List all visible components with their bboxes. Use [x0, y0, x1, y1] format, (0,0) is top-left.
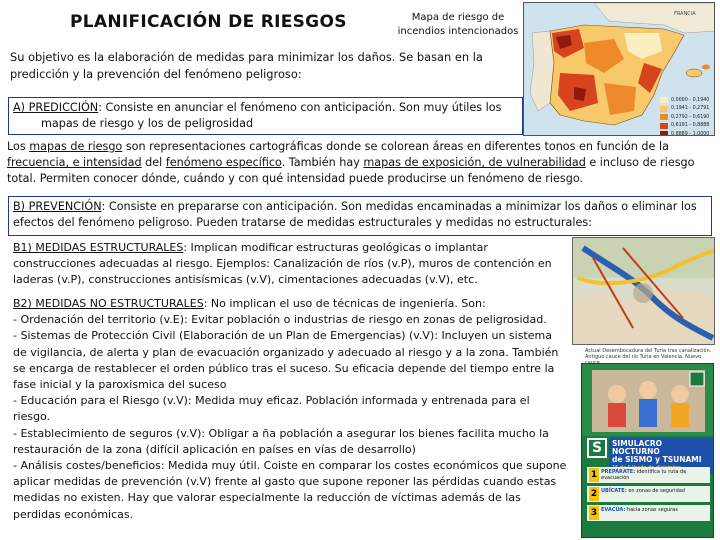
list-item: - Análisis costes/beneficios: Medida muy útil. Coiste en comparar los costes económicos que supone aplicar medidas de prevención (v.V) frente al gasto que supone reponer las pérdidas cuando estas medidas no existen. Hay que valorar especialmente la reducción de víctimas además de las perdidas económicas. — [13, 459, 567, 521]
legend-entry — [660, 130, 714, 136]
prediccion-line1 — [13, 100, 518, 116]
estructurales-paragraph — [13, 240, 568, 289]
no-estructurales-intro — [13, 296, 568, 312]
map-subtitle: Mapa de riesgo de incendios intencionados — [397, 12, 519, 37]
mapas-text: . También hay — [281, 156, 364, 169]
poster-step — [587, 505, 710, 521]
mapas-text: son representaciones cartográficas donde se colorean áreas en diferentes tonos en función de la — [122, 140, 669, 153]
prediccion-line2: mapas de riesgo y los de peligrosidad — [41, 117, 254, 130]
prevencion-text: : Consiste en prepararse con anticipación. Son medidas encaminadas a minimizar los daños o eliminar los efectos del fenómeno peligroso. Pueden tratarse de medidas estructurales y medidas no estructurales: — [13, 200, 697, 229]
legend-entry — [660, 113, 714, 122]
mapas-text: e incluso de riesgo total. Permiten conocer dónde, cuándo y con qué intensidad puede producirse un fenómeno de riesgo. — [7, 156, 695, 185]
mapas-paragraph — [7, 139, 713, 187]
legend-label: 0,8889 - 1,0000 — [671, 131, 710, 136]
poster-logo: S — [587, 438, 607, 458]
poster-step-text: hacia zonas seguras — [626, 507, 678, 513]
legend-entry — [660, 105, 714, 114]
legend-label: 0,1941 - 0,2791 — [671, 106, 710, 112]
estructurales-text: : Implican modificar estructuras geológicas o implantar construcciones adecuadas al riesgo. Ejemplos: Canalización de ríos (v.P), muros de contención en laderas (v.P), construcciones antisísmicas (v.V), cimentaciones adecuadas (v.V), etc. — [13, 241, 552, 287]
list-item: - Ordenación del territorio (v.E): Evitar población o industrias de riesgo en zonas de peligrosidad. — [13, 313, 547, 327]
poster-step-label: EVACÚA: — [601, 507, 626, 513]
prediccion-text: : Consiste en anunciar el fenómeno con anticipación. Son muy útiles los — [98, 101, 502, 114]
mapas-text: Los — [7, 140, 30, 153]
poster-step-text: identifica tu ruta de evacuación — [601, 469, 687, 481]
poster-step-number: 3 — [590, 508, 598, 518]
poster-title-line: SIMULACRO NOCTURNO — [612, 439, 662, 456]
legend-label: 0,2792 - 0,6190 — [671, 114, 710, 120]
poster-step-label: UBÍCATE: — [601, 488, 627, 494]
list-item: - Establecimiento de seguros (v.V): Obligar a ña población a asegurar los bienes facilita mucho la restauración de la zona (difícil aplicación en países en vías de desarrollo) — [13, 426, 549, 456]
simulacro-poster — [581, 363, 714, 538]
legend-entry — [660, 122, 714, 131]
mapas-text: del — [141, 156, 166, 169]
mapas-term: mapas de exposición, de vulnerabilidad — [363, 156, 586, 169]
prevencion-heading: B) PREVENCIÓN — [13, 200, 102, 213]
poster-title-line: de SISMO y TSUNAMI — [612, 455, 702, 464]
poster-step-number: 1 — [590, 470, 598, 480]
no-estructurales-text: : No implican el uso de técnicas de ingeniería. Son: — [203, 297, 486, 310]
poster-step — [587, 486, 710, 502]
poster-step-label: PREPÁRATE: — [601, 469, 636, 475]
list-item: - Sistemas de Protección Civil (Elaboración de un Plan de Emergencias) (v.V): Incluyen un sistema de vigilancia, de alerta y plan de evacuación organizado y adecuado al riesgo y a la zona. También se encarga de restablecer el orden público tras el suceso. Su eficacia depende del tiempo entre la fase inicial y la paroxismica del suceso — [13, 329, 559, 392]
estructurales-heading: B1) MEDIDAS ESTRUCTURALES — [13, 241, 184, 254]
intro-paragraph: Su objetivo es la elaboración de medidas para minimizar los daños. Se basan en la predicción y la prevención del fenómeno peligroso: — [10, 50, 483, 81]
poster-step-text: en zonas de seguridad — [628, 488, 685, 494]
map-label-francia: FRANCIA — [674, 11, 696, 17]
no-estructurales-heading: B2) MEDIDAS NO ESTRUCTURALES — [13, 297, 204, 310]
legend-swatch — [660, 106, 668, 112]
legend-swatch — [660, 131, 668, 136]
prediccion-heading: A) PREDICCIÓN — [13, 101, 99, 114]
legend-label: 0,6191 - 0,8888 — [671, 123, 710, 129]
poster-step — [587, 467, 710, 483]
risk-map-image — [523, 2, 715, 136]
river-channel-image — [572, 237, 715, 345]
map-legend — [660, 96, 714, 136]
no-estructurales-section — [13, 296, 568, 523]
legend-entry — [660, 96, 714, 105]
list-item: - Educación para el Riesgo (v.V): Medida muy eficaz. Población informada y entrenada para el riesgo. — [13, 394, 530, 424]
page-title: PLANIFICACIÓN DE RIESGOS — [70, 12, 347, 32]
poster-step-number: 2 — [590, 489, 598, 499]
river-image-caption: Actual Desembocadura del Turia tras canalización. Antiguo cauce del río Turia en Valencia. Nuevo — [585, 348, 712, 360]
prevencion-box — [8, 196, 712, 236]
mapas-term: frecuencia, e intensidad — [7, 156, 142, 169]
mapas-term: mapas de riesgo — [29, 140, 123, 153]
legend-swatch — [660, 123, 668, 129]
river-channel-graphic — [573, 238, 715, 345]
poster-illustration — [582, 364, 714, 436]
legend-swatch — [660, 97, 668, 103]
legend-label: 0,0000 - 0,1940 — [671, 97, 710, 103]
legend-swatch — [660, 114, 668, 120]
mapas-term: fenómeno específico — [165, 156, 282, 169]
prediccion-box — [8, 97, 523, 135]
